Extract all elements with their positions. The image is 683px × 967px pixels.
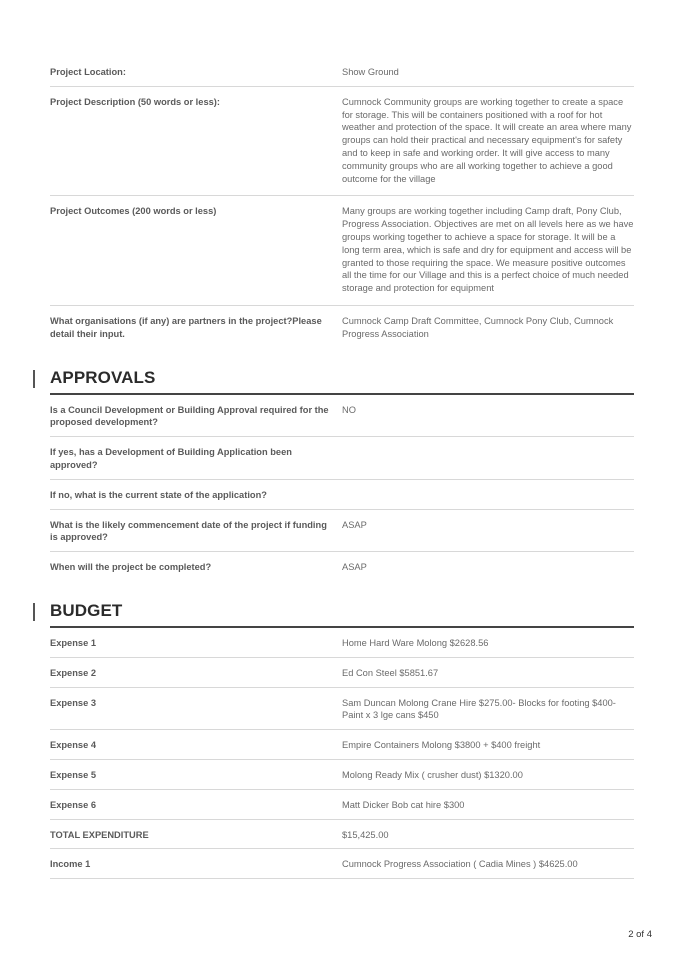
question-label: What organisations (if any) are partners in the project?Please detail their input. [50,315,322,339]
project-location-row [50,57,634,87]
total-expenditure-row [50,820,634,850]
budget-label: Expense 2 [50,667,96,678]
table-row [50,510,634,553]
budget-value: Matt Dicker Bob cat hire $300 [342,799,465,810]
budget-value: Molong Ready Mix ( crusher dust) $1320.00 [342,769,523,780]
question-label: Is a Council Development or Building Approval required for the proposed development? [50,404,329,428]
budget-label: Expense 3 [50,697,96,708]
page-number: 2 of 4 [628,929,652,940]
budget-label: TOTAL EXPENDITURE [50,829,149,840]
answer-value: ASAP [342,519,367,530]
answer-value: Many groups are working together including Camp draft, Pony Club, Progress Association. Objectives are met on all levels here as we have groups working together to achieve a space for storage. It will be a long term area, which is safe and dry for equipment and access will be granted to those requiring the space. We measure positive outcomes all the time for our Village and this is a perfect choice of much needed storage and protection for equipment [342,206,634,294]
answer-value: Cumnock Community groups are working together to create a space for storage. This will be containers positioned with a roof for hot weather and protection of the space. It will create an area where many groups can hold their practical and necessary equipment's for safety and to keep in safe and working order. It will give access to many community groups who are all working together to achieve a good outcome for the village [342,96,632,184]
budget-label: Expense 4 [50,740,96,751]
budget-value: Empire Containers Molong $3800 + $400 freight [342,740,541,751]
budget-label: Expense 1 [50,637,96,648]
table-row [50,790,634,820]
section-title: BUDGET [50,601,634,628]
table-row [50,437,634,480]
section-title: APPROVALS [50,368,634,395]
question-label: When will the project be completed? [50,562,212,573]
budget-label: Expense 6 [50,799,96,810]
table-row [50,552,634,581]
table-row [50,730,634,760]
approvals-section [50,368,634,581]
table-row [50,658,634,688]
budget-value: Ed Con Steel $5851.67 [342,667,439,678]
table-row [50,395,634,438]
table-row [50,760,634,790]
budget-value: Cumnock Progress Association ( Cadia Mines ) $4625.00 [342,859,578,870]
budget-section [50,601,634,879]
budget-value: $15,425.00 [342,829,389,840]
question-label: If no, what is the current state of the application? [50,489,267,500]
answer-value: Cumnock Camp Draft Committee, Cumnock Pony Club, Cumnock Progress Association [342,315,614,339]
question-label: If yes, has a Development of Building Application been approved? [50,447,292,470]
budget-label: Expense 5 [50,769,96,780]
question-label: Project Outcomes (200 words or less) [50,206,217,217]
answer-value: NO [342,404,356,415]
budget-value: Home Hard Ware Molong $2628.56 [342,637,489,648]
table-row [50,849,634,879]
document-page [50,0,634,879]
table-row [50,628,634,658]
question-label: Project Location: [50,67,126,77]
budget-value: Sam Duncan Molong Crane Hire $275.00- Blocks for footing $400- Paint x 3 lge cans $450 [342,697,616,721]
project-description-row [50,87,634,197]
budget-label: Income 1 [50,859,91,870]
answer-value [342,487,634,502]
partners-row [50,306,634,348]
answer-value: Show Ground [342,67,399,77]
project-details [50,57,634,348]
table-row [50,688,634,731]
section-marker [33,603,35,621]
project-outcomes-row [50,196,634,306]
answer-value [342,444,634,472]
question-label: Project Description (50 words or less): [50,96,220,107]
answer-value: ASAP [342,562,367,573]
question-label: What is the likely commencement date of the project if funding is approved? [50,519,327,543]
table-row [50,480,634,510]
section-marker [33,370,35,388]
